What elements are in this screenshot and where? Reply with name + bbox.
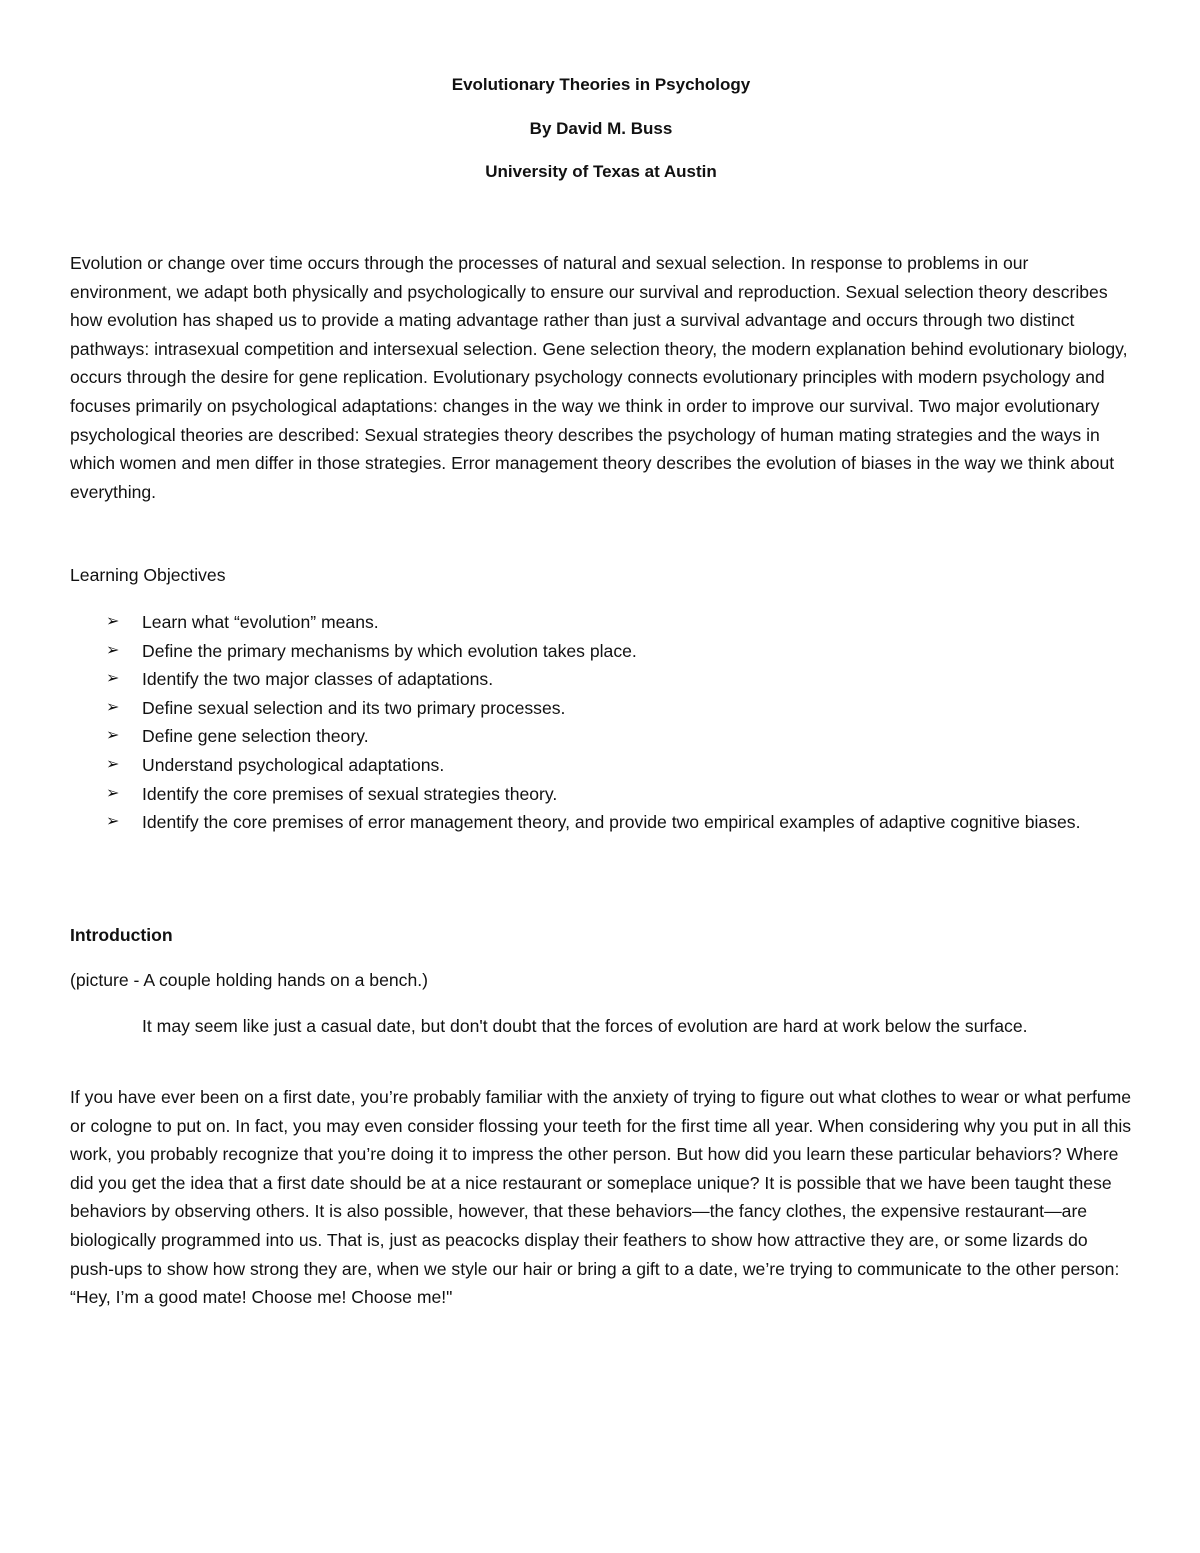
objective-text: Understand psychological adaptations. [142,754,445,775]
arrowhead-bullet-icon: ➢ [106,698,120,716]
list-item [70,808,1132,837]
document-author: By David M. Buss [529,119,673,138]
list-item [70,751,1132,780]
arrowhead-bullet-icon: ➢ [106,727,120,745]
objective-text: Identify the core premises of sexual strategies theory. [142,783,558,804]
objective-text: Learn what “evolution” means. [142,612,379,632]
list-item [70,722,1132,751]
objective-text: Define the primary mechanisms by which evolution takes place. [142,640,637,661]
arrowhead-bullet-icon: ➢ [106,641,120,659]
list-item [70,780,1132,809]
introduction-heading: Introduction [70,925,173,945]
list-item [70,608,1132,637]
objective-text: Define sexual selection and its two primary processes. [142,697,566,718]
objective-text: Identify the two major classes of adaptations. [142,669,494,690]
list-item [70,694,1132,723]
intro-quote: It may seem like just a casual date, but don't doubt that the forces of evolution are hard at work below the surface. [142,1016,1028,1036]
document-title: Evolutionary Theories in Psychology [451,75,751,94]
picture-placeholder-caption: (picture - A couple holding hands on a bench.) [70,970,428,990]
objective-text: Define gene selection theory. [142,726,369,747]
list-item [70,637,1132,666]
learning-objectives-list [70,608,1132,837]
abstract-paragraph: Evolution or change over time occurs through the processes of natural and sexual selection. In response to problems in our environment, we adapt both physically and psychologically to ensure our survival and reproduction. Sexual selection theory describes how evolution has shaped us to provide a mating advantage rather than just a survival advantage and occurs through two distinct pathways: intrasexual competition and intersexual selection. Gene selection theory, the modern explanation behind evolutionary biology, occurs through the desire for gene replication. Evolutionary psychology connects evolutionary principles with modern psychology and focuses primarily on psychological adaptations: changes in the way we think in order to improve our survival. Two major evolutionary psychological theories are described: Sexual strategies theory describes the psychology of human mating strategies and the ways in which women and men differ in those strategies. Error management theory describes the evolution of biases in the way we think about everything. [70,253,1128,502]
document-affiliation: University of Texas at Austin [485,162,717,181]
arrowhead-bullet-icon: ➢ [106,784,120,802]
arrowhead-bullet-icon: ➢ [106,670,120,688]
objective-text: Identify the core premises of error management theory, and provide two empirical examples of adaptive cognitive biases. [142,812,1081,833]
arrowhead-bullet-icon: ➢ [106,813,120,831]
list-item [70,665,1132,694]
learning-objectives-heading: Learning Objectives [70,565,226,585]
arrowhead-bullet-icon: ➢ [106,755,120,773]
arrowhead-bullet-icon: ➢ [106,613,120,630]
introduction-paragraph: If you have ever been on a first date, you’re probably familiar with the anxiety of trying to figure out what clothes to wear or what perfume or cologne to put on. In fact, you may even consider flossing your teeth for the first time all year. When considering why you put in all this work, you probably recognize that you’re doing it to impress the other person. But how did you learn these particular behaviors? Where did you get the idea that a first date should be at a nice restaurant or someplace unique? It is possible that we have been taught these behaviors by observing others. It is also possible, however, that these behaviors—the fancy clothes, the expensive restaurant—are biologically programmed into us. That is, just as peacocks display their feathers to show how attractive they are, or some lizards do push-ups to show how strong they are, when we style our hair or bring a gift to a date, we’re trying to communicate to the other person: “Hey, I’m a good mate! Choose me! Choose me!" [70,1087,1132,1308]
